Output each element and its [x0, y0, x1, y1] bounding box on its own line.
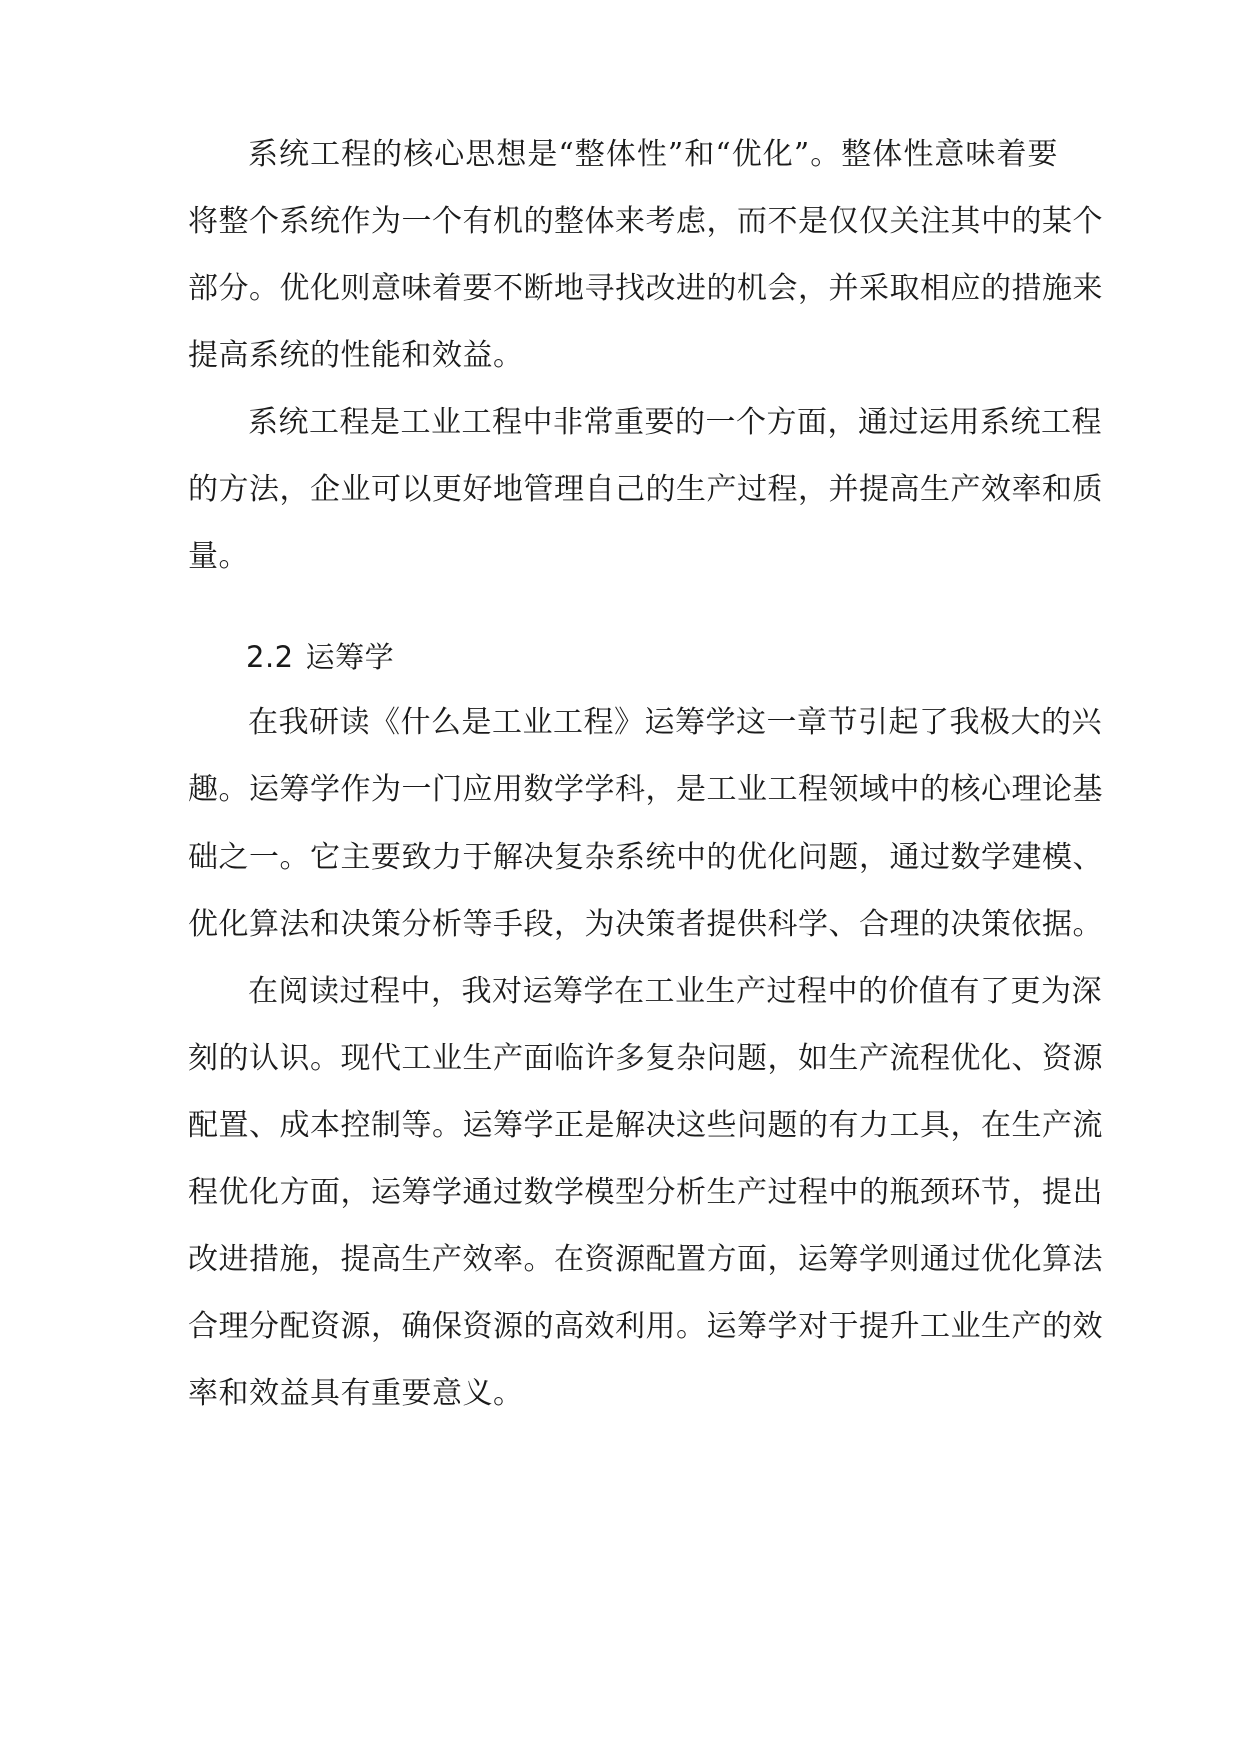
paragraph-line: 的方法，企业可以更好地管理自己的生产过程，并提高生产效率和质 — [188, 472, 1103, 507]
section-title: 运筹学 — [305, 640, 395, 674]
paragraph-line: 系统工程是工业工程中非常重要的一个方面，通过运用系统工程 — [248, 405, 1102, 440]
paragraph-line: 率和效益具有重要意义。 — [188, 1376, 524, 1411]
section-number: 2.2 — [246, 640, 294, 674]
paragraph-line: 部分。优化则意味着要不断地寻找改进的机会，并采取相应的措施来 — [188, 271, 1103, 306]
paragraph-line: 配置、成本控制等。运筹学正是解决这些问题的有力工具，在生产流 — [188, 1108, 1103, 1143]
paragraph-line: 在我研读《什么是工业工程》运筹学这一章节引起了我极大的兴 — [248, 705, 1102, 740]
paragraph-line: 刻的认识。现代工业生产面临许多复杂问题，如生产流程优化、资源 — [188, 1041, 1103, 1076]
paragraph-line: 优化算法和决策分析等手段，为决策者提供科学、合理的决策依据。 — [188, 907, 1103, 942]
paragraph-line: 提高系统的性能和效益。 — [188, 338, 524, 373]
paragraph-line: 程优化方面，运筹学通过数学模型分析生产过程中的瓶颈环节，提出 — [188, 1175, 1103, 1210]
paragraph-line: 将整个系统作为一个有机的整体来考虑，而不是仅仅关注其中的某个 — [188, 204, 1103, 239]
paragraph-line: 改进措施，提高生产效率。在资源配置方面，运筹学则通过优化算法 — [188, 1242, 1103, 1277]
paragraph-line: 系统工程的核心思想是“整体性”和“优化”。整体性意味着要 — [248, 137, 1058, 172]
paragraph-line: 合理分配资源，确保资源的高效利用。运筹学对于提升工业生产的效 — [188, 1309, 1103, 1344]
paragraph-line: 趣。运筹学作为一门应用数学学科，是工业工程领域中的核心理论基 — [188, 772, 1103, 807]
section-heading — [246, 637, 394, 677]
paragraph-line: 量。 — [188, 539, 249, 574]
paragraph-line: 础之一。它主要致力于解决复杂系统中的优化问题，通过数学建模、 — [188, 840, 1103, 875]
paragraph-line: 在阅读过程中，我对运筹学在工业生产过程中的价值有了更为深 — [248, 974, 1102, 1009]
